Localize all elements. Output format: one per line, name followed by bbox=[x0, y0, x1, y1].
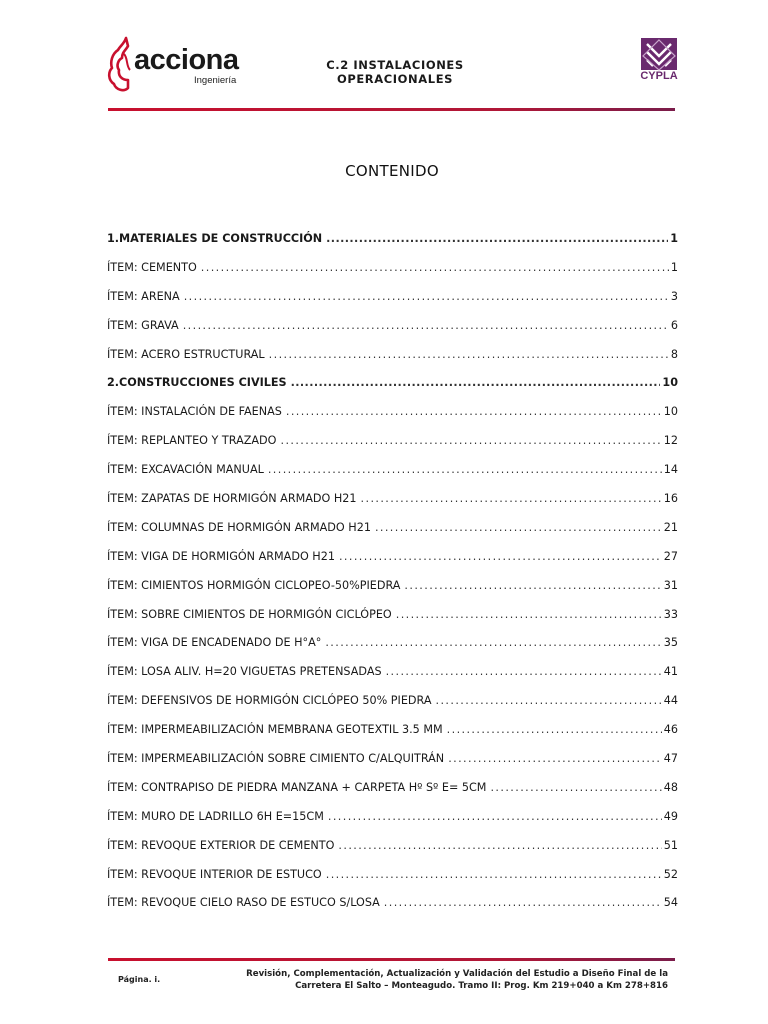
table-of-contents bbox=[107, 232, 678, 925]
toc-item-row[interactable] bbox=[107, 665, 678, 694]
toc-entry-label: ÍTEM: IMPERMEABILIZACIÓN MEMBRANA GEOTEXTIL 3.5 MM bbox=[107, 723, 443, 737]
toc-dot-leader bbox=[325, 636, 661, 649]
toc-dot-leader bbox=[447, 723, 662, 736]
toc-entry-label: ÍTEM: IMPERMEABILIZACIÓN SOBRE CIMIENTO C/ALQUITRÁN bbox=[107, 752, 445, 766]
toc-item-row[interactable] bbox=[107, 290, 678, 319]
toc-dot-leader bbox=[269, 348, 669, 361]
toc-dot-leader bbox=[328, 810, 662, 823]
toc-dot-leader bbox=[338, 839, 661, 852]
toc-entry-label: ÍTEM: EXCAVACIÓN MANUAL bbox=[107, 463, 264, 477]
toc-page-number: 14 bbox=[663, 463, 678, 477]
toc-dot-leader bbox=[490, 781, 661, 794]
toc-page-number: 21 bbox=[663, 520, 678, 534]
toc-page-number: 35 bbox=[663, 636, 678, 650]
toc-item-row[interactable] bbox=[107, 550, 678, 579]
toc-dot-leader bbox=[448, 752, 662, 765]
toc-item-row[interactable] bbox=[107, 839, 678, 868]
toc-item-row[interactable] bbox=[107, 694, 678, 723]
toc-item-row[interactable] bbox=[107, 405, 678, 434]
footer-project-title bbox=[230, 968, 668, 992]
toc-entry-label: ÍTEM: LOSA ALIV. H=20 VIGUETAS PRETENSADAS bbox=[107, 665, 382, 679]
toc-page-number: 52 bbox=[663, 867, 678, 881]
toc-entry-label: ÍTEM: REVOQUE INTERIOR DE ESTUCO bbox=[107, 867, 322, 881]
toc-dot-leader bbox=[375, 521, 662, 534]
toc-entry-label: ÍTEM: ACERO ESTRUCTURAL bbox=[107, 347, 265, 361]
footer-line-1: Revisión, Complementación, Actualización y Validación del Estudio a Diseño Final de la bbox=[246, 969, 668, 979]
cypla-logo-text: CYPLA bbox=[640, 70, 678, 82]
footer-divider bbox=[108, 958, 675, 961]
toc-page-number: 51 bbox=[663, 838, 678, 852]
toc-item-row[interactable] bbox=[107, 752, 678, 781]
toc-item-row[interactable] bbox=[107, 261, 678, 290]
toc-dot-leader bbox=[339, 550, 662, 563]
toc-page-number: 16 bbox=[663, 492, 678, 506]
toc-dot-leader bbox=[286, 405, 662, 418]
toc-page-number: 3 bbox=[670, 289, 678, 303]
toc-section-number: 2. bbox=[107, 376, 120, 390]
toc-section-row[interactable] bbox=[107, 232, 678, 261]
toc-entry-label: ÍTEM: CEMENTO bbox=[107, 260, 197, 274]
toc-page-number: 33 bbox=[663, 607, 678, 621]
toc-dot-leader bbox=[280, 434, 661, 447]
toc-item-row[interactable] bbox=[107, 868, 678, 897]
toc-entry-label: MATERIALES DE CONSTRUCCIÓN bbox=[119, 232, 323, 245]
toc-entry-label: ÍTEM: GRAVA bbox=[107, 318, 179, 332]
toc-page-number: 46 bbox=[663, 723, 678, 737]
footer-page-number: Página. i. bbox=[118, 975, 161, 984]
toc-entry-label: ÍTEM: CIMIENTOS HORMIGÓN CICLOPEO-50%PIEDRA bbox=[107, 578, 401, 592]
toc-entry-label: ÍTEM: INSTALACIÓN DE FAENAS bbox=[107, 405, 282, 419]
toc-item-row[interactable] bbox=[107, 348, 678, 377]
toc-dot-leader bbox=[268, 463, 662, 476]
toc-item-row[interactable] bbox=[107, 579, 678, 608]
toc-dot-leader bbox=[326, 232, 668, 245]
toc-page-number: 48 bbox=[663, 780, 678, 794]
header-title: C.2 INSTALACIONES OPERACIONALES bbox=[326, 58, 464, 86]
toc-dot-leader bbox=[436, 694, 662, 707]
toc-dot-leader bbox=[361, 492, 662, 505]
cypla-logo bbox=[637, 38, 681, 88]
toc-item-row[interactable] bbox=[107, 492, 678, 521]
toc-entry-label: ÍTEM: REVOQUE CIELO RASO DE ESTUCO S/LOSA bbox=[107, 896, 380, 910]
toc-page-number: 41 bbox=[663, 665, 678, 679]
toc-item-row[interactable] bbox=[107, 810, 678, 839]
toc-item-row[interactable] bbox=[107, 781, 678, 810]
toc-dot-leader bbox=[184, 290, 669, 303]
toc-item-row[interactable] bbox=[107, 636, 678, 665]
toc-section-row[interactable] bbox=[107, 376, 678, 405]
toc-entry-label: ÍTEM: DEFENSIVOS DE HORMIGÓN CICLÓPEO 50% PIEDRA bbox=[107, 694, 432, 708]
toc-item-row[interactable] bbox=[107, 319, 678, 348]
toc-page-number: 1 bbox=[670, 260, 678, 274]
toc-entry-label: ÍTEM: ZAPATAS DE HORMIGÓN ARMADO H21 bbox=[107, 492, 357, 506]
toc-item-row[interactable] bbox=[107, 434, 678, 463]
toc-page-number: 54 bbox=[663, 896, 678, 910]
toc-item-row[interactable] bbox=[107, 896, 678, 925]
toc-entry-label: ÍTEM: REVOQUE EXTERIOR DE CEMENTO bbox=[107, 838, 335, 852]
toc-dot-leader bbox=[183, 319, 669, 332]
toc-dot-leader bbox=[396, 608, 662, 621]
toc-item-row[interactable] bbox=[107, 463, 678, 492]
toc-entry-label: CONSTRUCCIONES CIVILES bbox=[119, 376, 287, 390]
acciona-logo-subtitle: Ingeniería bbox=[194, 75, 237, 86]
toc-page-number: 44 bbox=[663, 694, 678, 708]
toc-entry-label: ÍTEM: SOBRE CIMIENTOS DE HORMIGÓN CICLÓPEO bbox=[107, 607, 392, 621]
cypla-emblem-icon bbox=[637, 38, 681, 72]
toc-page-number: 49 bbox=[663, 809, 678, 823]
page-header bbox=[0, 0, 768, 116]
page-title: CONTENIDO bbox=[345, 162, 439, 180]
toc-dot-leader bbox=[291, 376, 661, 389]
toc-page-number: 47 bbox=[663, 752, 678, 766]
toc-dot-leader bbox=[326, 868, 662, 881]
acciona-logo-text: acciona bbox=[134, 44, 239, 76]
toc-item-row[interactable] bbox=[107, 723, 678, 752]
toc-entry-label: ÍTEM: CONTRAPISO DE PIEDRA MANZANA + CARPETA Hº Sº E= 5CM bbox=[107, 780, 487, 794]
toc-entry-label: ÍTEM: MURO DE LADRILLO 6H E=15CM bbox=[107, 809, 324, 823]
toc-dot-leader bbox=[386, 665, 662, 678]
toc-page-number: 1 bbox=[670, 232, 678, 245]
toc-entry-label: ÍTEM: COLUMNAS DE HORMIGÓN ARMADO H21 bbox=[107, 520, 371, 534]
toc-entry-label: ÍTEM: ARENA bbox=[107, 289, 180, 303]
toc-item-row[interactable] bbox=[107, 521, 678, 550]
toc-page-number: 10 bbox=[662, 376, 678, 390]
toc-section-number: 1. bbox=[107, 232, 120, 245]
toc-entry-label: ÍTEM: VIGA DE HORMIGÓN ARMADO H21 bbox=[107, 549, 335, 563]
toc-page-number: 10 bbox=[663, 405, 678, 419]
toc-page-number: 8 bbox=[670, 347, 678, 361]
toc-entry-label: ÍTEM: REPLANTEO Y TRAZADO bbox=[107, 434, 277, 448]
toc-dot-leader bbox=[201, 261, 669, 274]
footer-line-2: Carretera El Salto – Monteagudo. Tramo II: Prog. Km 219+040 a Km 278+816 bbox=[295, 981, 668, 991]
toc-entry-label: ÍTEM: VIGA DE ENCADENADO DE H°A° bbox=[107, 636, 322, 650]
toc-dot-leader bbox=[404, 579, 661, 592]
toc-page-number: 31 bbox=[663, 578, 678, 592]
toc-page-number: 6 bbox=[670, 318, 678, 332]
toc-item-row[interactable] bbox=[107, 608, 678, 637]
toc-dot-leader bbox=[384, 896, 662, 909]
toc-page-number: 12 bbox=[663, 434, 678, 448]
toc-page-number: 27 bbox=[663, 549, 678, 563]
acciona-logo bbox=[106, 36, 246, 94]
header-divider bbox=[108, 108, 675, 111]
